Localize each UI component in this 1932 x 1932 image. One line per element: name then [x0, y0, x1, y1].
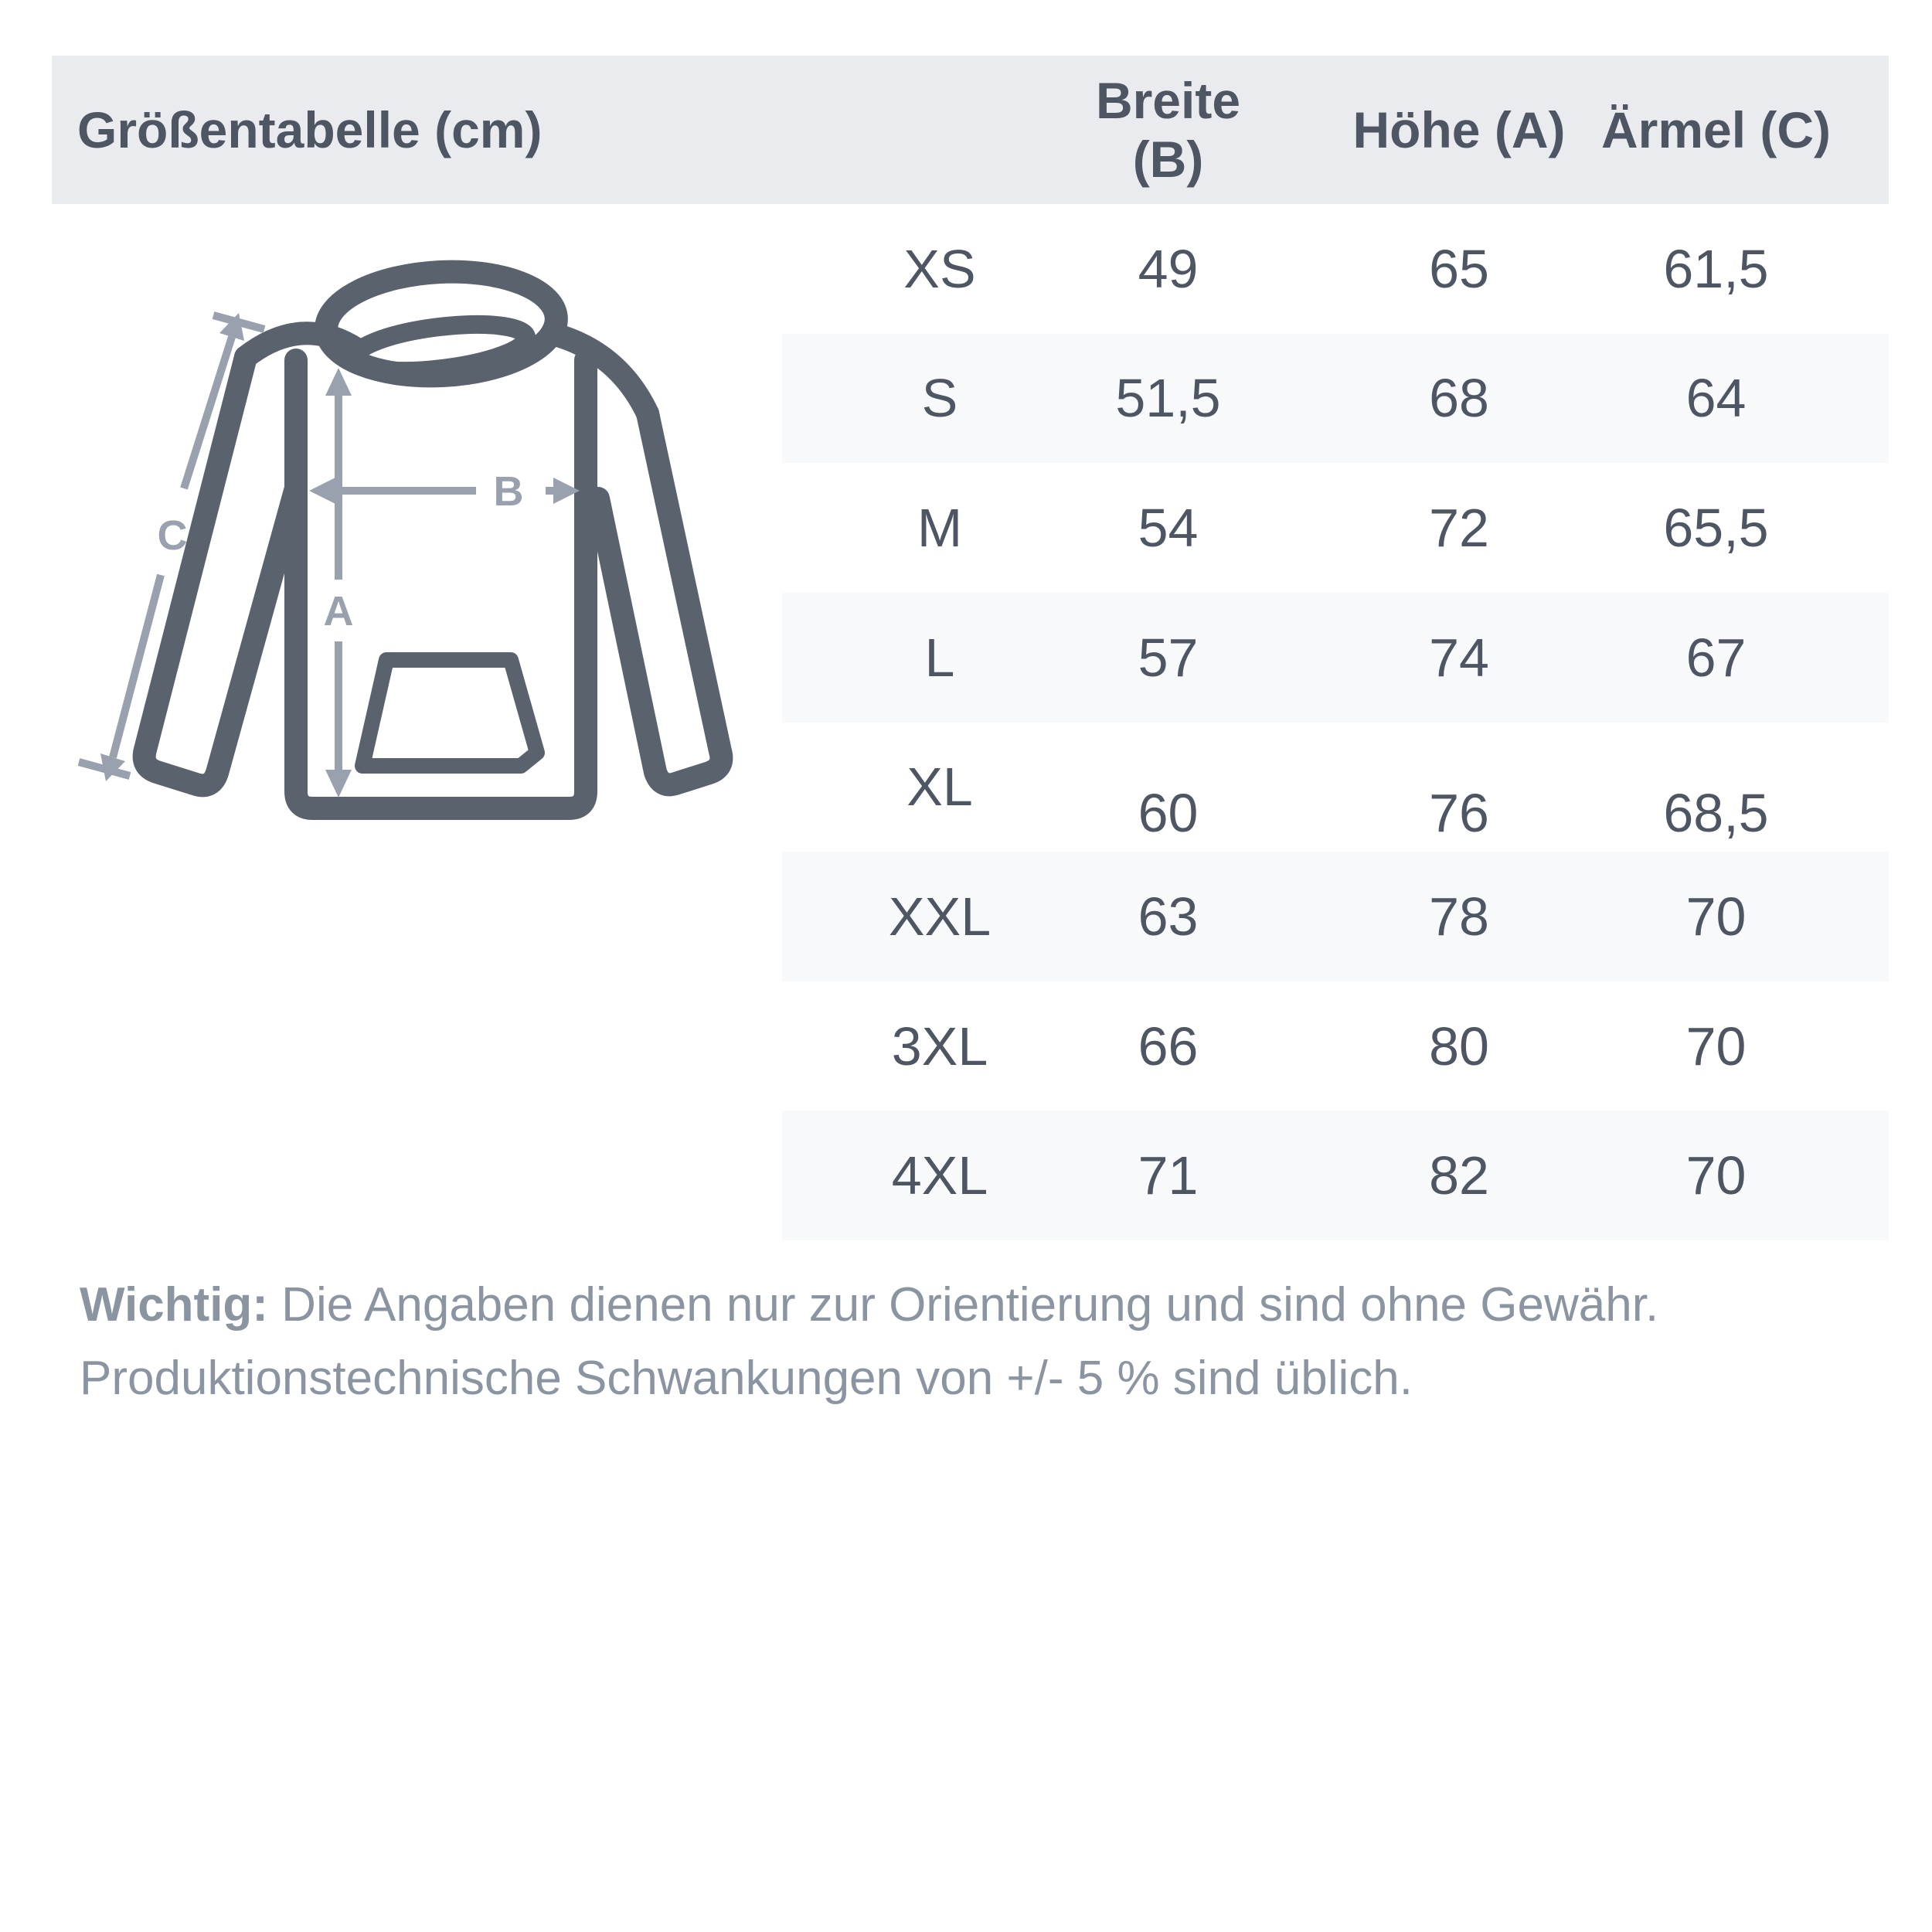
disclaimer-line2: Produktionstechnische Schwankungen von +/- 5 % sind üblich. — [80, 1352, 1413, 1405]
dimension-label-c: C — [157, 512, 188, 559]
hoehe-cell: 82 — [1429, 1145, 1489, 1206]
aermel-cell: 64 — [1685, 368, 1747, 429]
breite-cell: 49 — [1138, 238, 1199, 299]
arrowhead-down-icon — [325, 770, 352, 798]
table-row-m — [782, 463, 1889, 593]
kangaroo-pocket — [362, 660, 537, 766]
column-header-breite: Breite (B) — [1095, 72, 1241, 188]
hoehe-cell: 78 — [1429, 886, 1489, 947]
breite-cell: 71 — [1138, 1145, 1199, 1206]
hoehe-cell: 65 — [1429, 238, 1489, 299]
arrowhead-left-icon — [309, 478, 335, 504]
size-cell: XS — [903, 238, 976, 299]
aermel-cell: 65,5 — [1663, 498, 1769, 559]
table-row-4xl — [782, 1111, 1889, 1240]
page-title: Größentabelle (cm) — [77, 101, 543, 158]
size-table — [782, 204, 1889, 1240]
arrowhead-up-icon — [325, 368, 352, 396]
breite-cell: 51,5 — [1115, 368, 1221, 429]
table-row-xl — [782, 723, 1889, 852]
aermel-cell: 68,5 — [1663, 783, 1769, 844]
dimension-label-b: B — [493, 468, 524, 515]
column-headers — [782, 56, 1889, 204]
size-cell: XL — [906, 757, 973, 818]
table-row-l — [782, 593, 1889, 723]
hoehe-cell: 68 — [1429, 368, 1489, 429]
hoehe-cell: 76 — [1429, 783, 1489, 844]
size-cell: 4XL — [891, 1145, 988, 1206]
table-row-s — [782, 334, 1889, 464]
aermel-cell: 70 — [1685, 1015, 1747, 1077]
table-row-xs — [782, 204, 1889, 334]
hoehe-cell: 80 — [1429, 1015, 1489, 1077]
column-header-hoehe: Höhe (A) — [1352, 101, 1566, 158]
breite-cell: 60 — [1138, 783, 1199, 844]
right-sleeve-outline — [598, 413, 721, 784]
disclaimer-line1: Die Angaben dienen nur zur Orientierung und sind ohne Gewähr. — [267, 1278, 1659, 1332]
size-chart-header — [52, 56, 1889, 204]
right-shoulder-line — [553, 334, 648, 413]
aermel-cell: 70 — [1685, 1145, 1747, 1206]
size-cell: S — [921, 368, 958, 429]
left-sleeve-outline — [145, 357, 295, 785]
hood-outline — [324, 266, 560, 381]
breite-cell: 63 — [1138, 886, 1199, 947]
aermel-cell: 70 — [1685, 886, 1747, 947]
table-row-xxl — [782, 852, 1889, 981]
breite-cell: 66 — [1138, 1015, 1199, 1077]
disclaimer-lead: Wichtig: — [80, 1278, 268, 1332]
hoehe-cell: 72 — [1429, 498, 1489, 559]
dimension-label-a: A — [323, 588, 354, 634]
size-cell: L — [924, 627, 955, 688]
disclaimer-note — [80, 1268, 1857, 1415]
aermel-cell: 67 — [1685, 627, 1747, 688]
size-cell: M — [917, 498, 963, 559]
breite-cell: 54 — [1138, 498, 1199, 559]
table-row-3xl — [782, 981, 1889, 1111]
hoodie-diagram — [46, 216, 788, 873]
size-cell: XXL — [888, 886, 992, 947]
breite-cell: 57 — [1138, 627, 1199, 688]
hoehe-cell: 74 — [1429, 627, 1489, 688]
aermel-cell: 61,5 — [1663, 238, 1769, 299]
column-header-aermel: Ärmel (C) — [1600, 101, 1832, 158]
size-cell: 3XL — [891, 1015, 988, 1077]
